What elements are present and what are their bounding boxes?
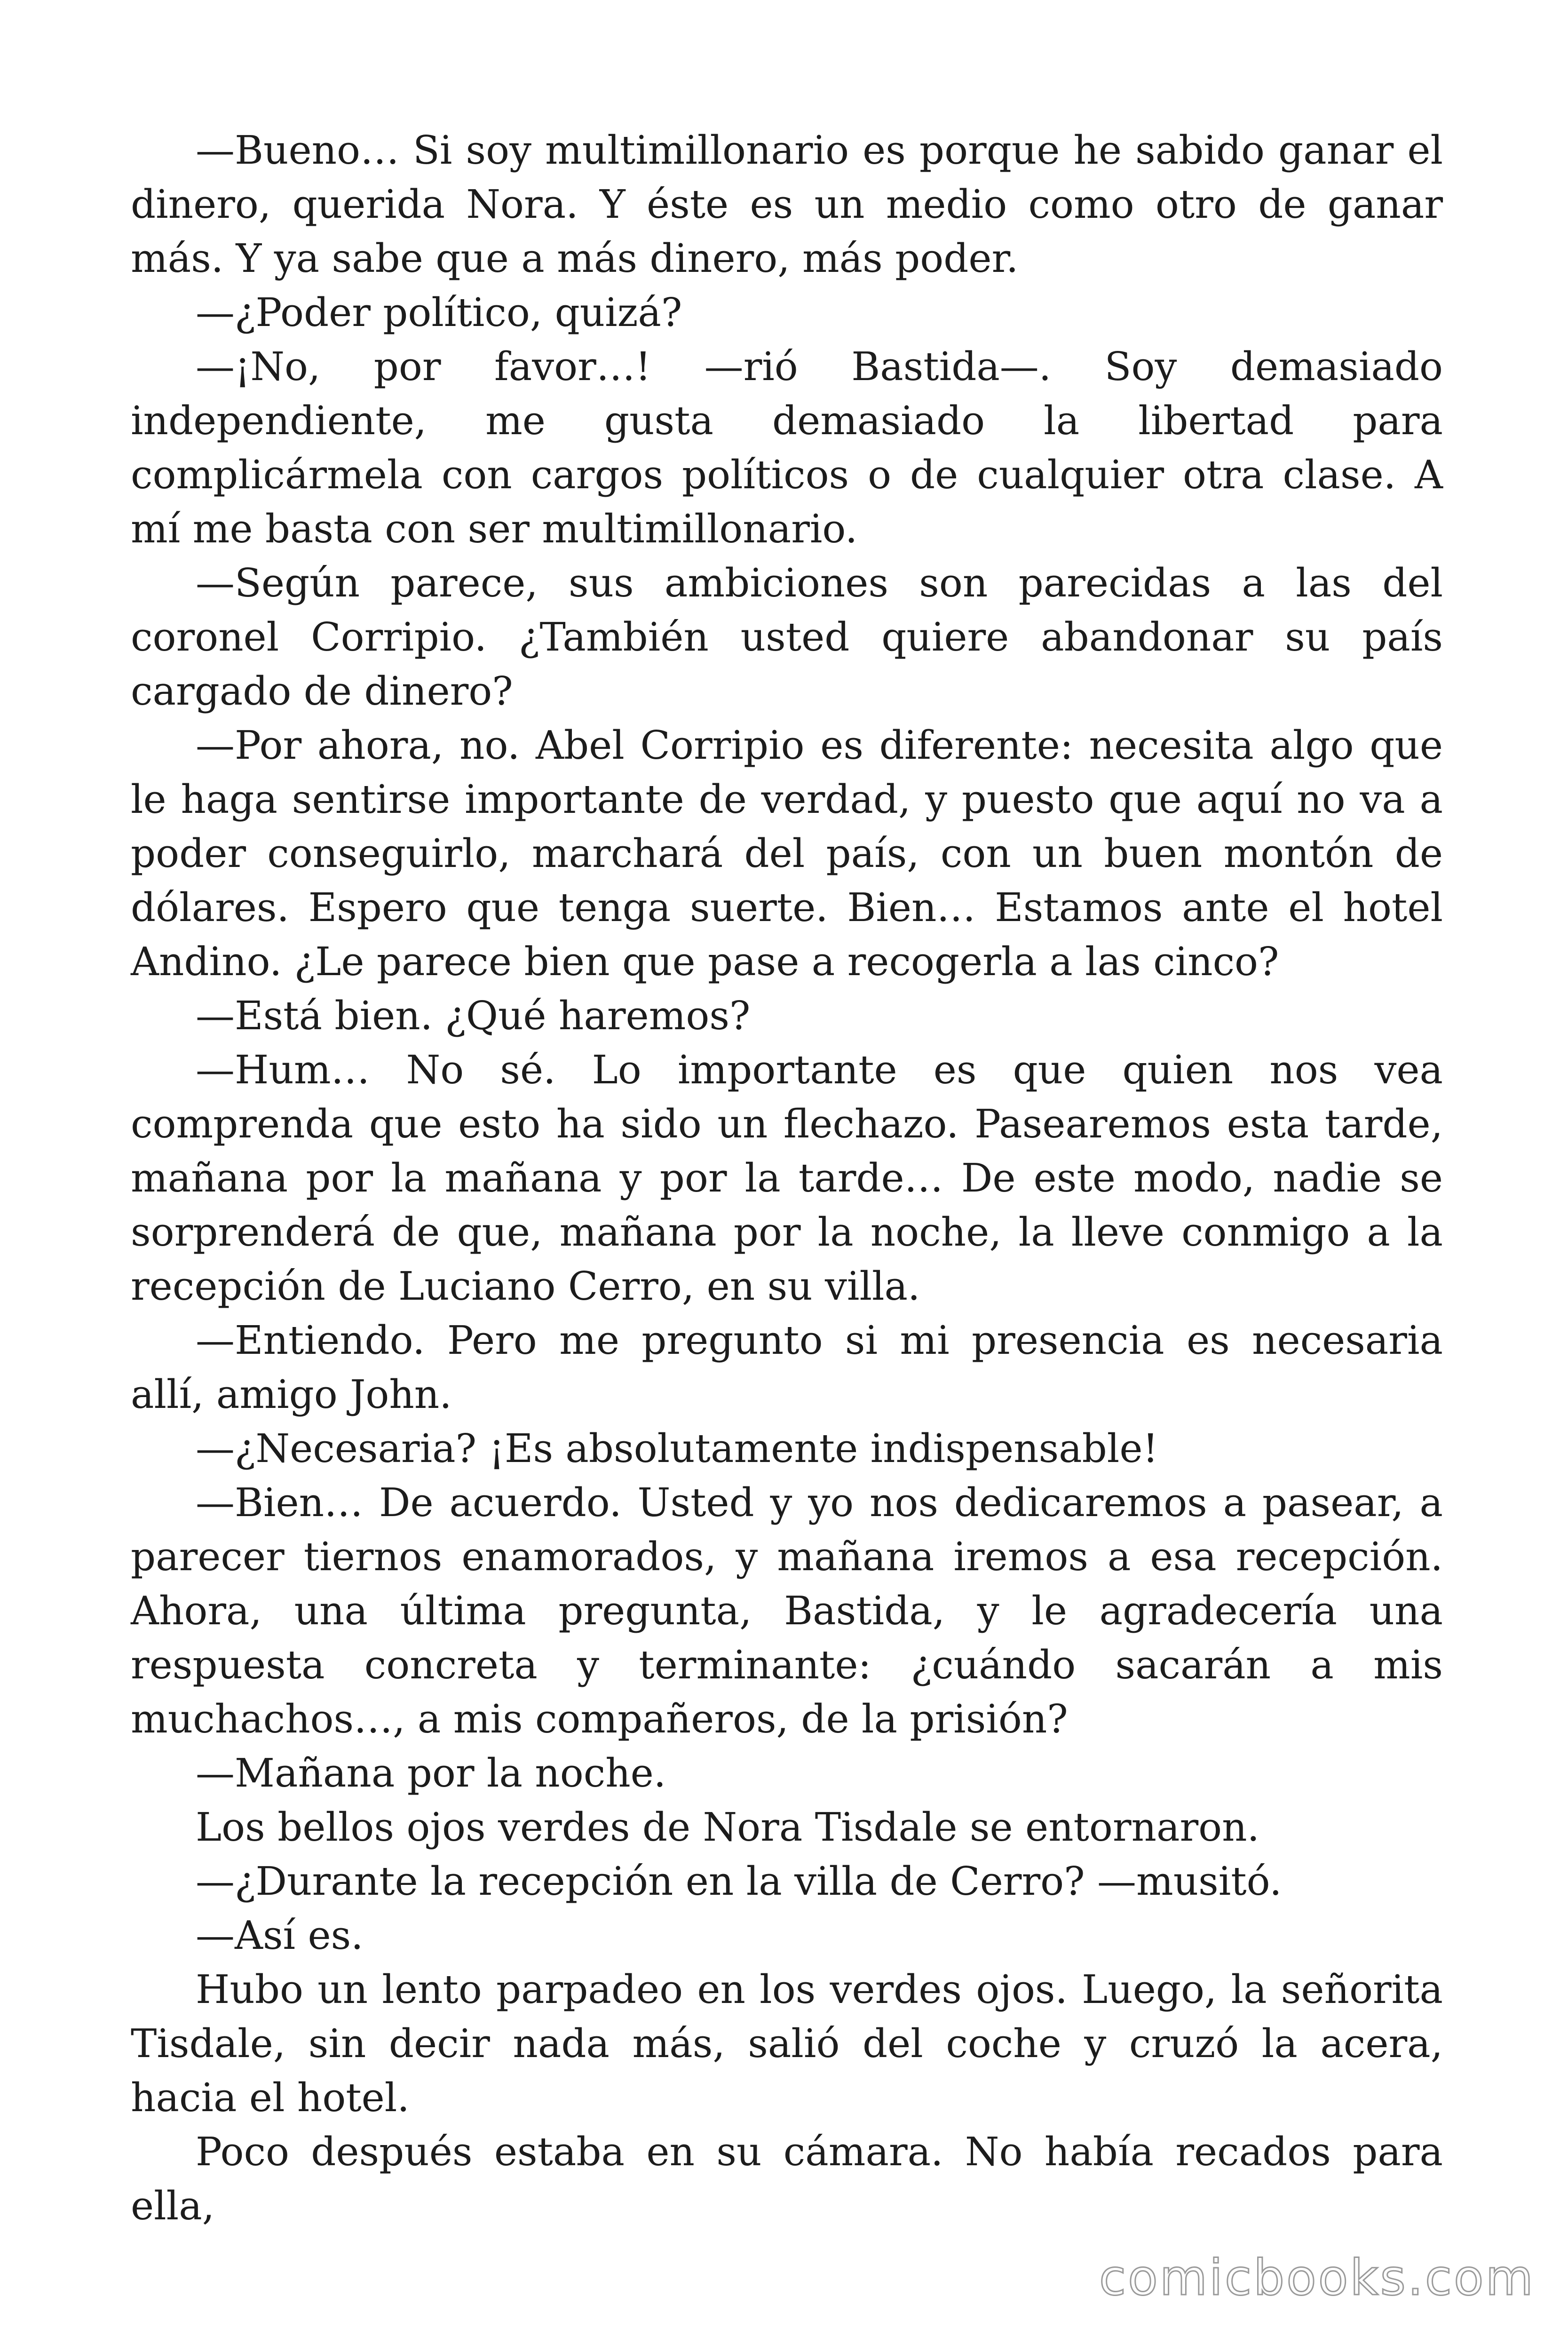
paragraph: —¡No, por favor…! —rió Bastida—. Soy demasiado independiente, me gusta demasiado la libertad para complicármela con cargos políticos o de cualquier otra clase. A mí me basta con ser multimillonario. [131, 344, 1443, 552]
paragraph: —Mañana por la noche. [196, 1750, 666, 1796]
paragraph: —Así es. [196, 1913, 364, 1958]
paragraph: —Según parece, sus ambiciones son parecidas a las del coronel Corripio. ¿También usted quiere abandonar su país cargado de dinero? [131, 560, 1443, 714]
paragraph: —¿Necesaria? ¡Es absolutamente indispensable! [196, 1426, 1158, 1471]
paragraph: —¿Poder político, quizá? [196, 290, 682, 335]
paragraph: —Está bien. ¿Qué haremos? [196, 993, 751, 1039]
paragraph: —Bien… De acuerdo. Usted y yo nos dedicaremos a pasear, a parecer tiernos enamorados, y mañana iremos a esa recepción. Ahora, una última pregunta, Bastida, y le agradecería una respuesta concreta y terminante: ¿cuándo sacarán a mis muchachos…, a mis compañeros, de la prisión? [131, 1480, 1443, 1742]
watermark: comicbooks.com [1099, 2249, 1535, 2306]
body-text [131, 123, 1443, 2233]
paragraph: —Por ahora, no. Abel Corripio es diferente: necesita algo que le haga sentirse importante de verdad, y puesto que aquí no va a poder conseguirlo, marchará del país, con un buen montón de dólares. Espero que tenga suerte. Bien… Estamos ante el hotel Andino. ¿Le parece bien que pase a recogerla a las cinco? [131, 723, 1443, 985]
paragraph: Hubo un lento parpadeo en los verdes ojos. Luego, la señorita Tisdale, sin decir nada más, salió del coche y cruzó la acera, hacia el hotel. [131, 1967, 1443, 2121]
paragraph: —¿Durante la recepción en la villa de Cerro? —musitó. [196, 1859, 1282, 1904]
paragraph: Los bellos ojos verdes de Nora Tisdale se entornaron. [196, 1804, 1259, 1850]
paragraph: Poco después estaba en su cámara. No había recados para ella, [131, 2129, 1443, 2229]
paragraph: —Hum… No sé. Lo importante es que quien nos vea comprenda que esto ha sido un flechazo. Pasearemos esta tarde, mañana por la mañana y por la tarde… De este modo, nadie se sorprenderá de que, mañana por la noche, la lleve conmigo a la recepción de Luciano Cerro, en su villa. [131, 1047, 1443, 1309]
paragraph: —Bueno… Si soy multimillonario es porque he sabido ganar el dinero, querida Nora. Y éste es un medio como otro de ganar más. Y ya sabe que a más dinero, más poder. [131, 127, 1443, 281]
paragraph: —Entiendo. Pero me pregunto si mi presencia es necesaria allí, amigo John. [131, 1318, 1443, 1417]
